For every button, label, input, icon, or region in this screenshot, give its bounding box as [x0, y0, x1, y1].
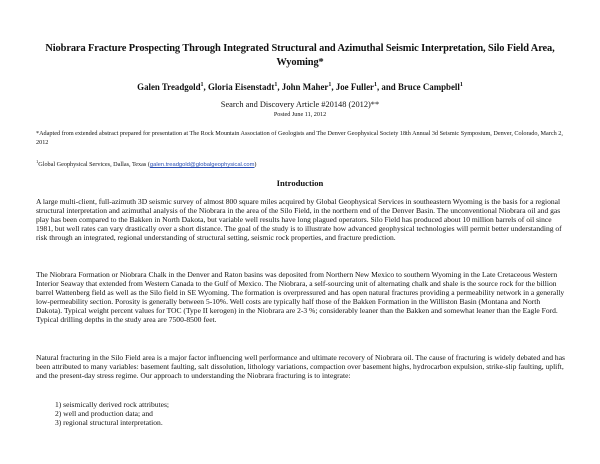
- affiliation-note: $^1$Global Geophysical Services, Dallas, Texas (galen.treadgold@globalgeophysical.com): [36, 159, 257, 169]
- list-item: 2) well and production data; and: [55, 409, 153, 419]
- author: Gloria Eisenstadt$^1$: [207, 81, 278, 92]
- author-list: Galen Treadgold$^1$, Gloria Eisenstadt$^1$, John Maher$^1$, Joe Fuller$^1$, and Bruce Campbell$^1$: [137, 81, 463, 92]
- author: Galen Treadgold$^1$: [137, 81, 204, 92]
- body-paragraph: Natural fracturing in the Silo Field area is a major factor influencing well performance and ultimate recovery of Niobrara oil. The cause of fracturing is widely debated and has been attributed to many variables: basement faulting, salt dissolution, lithology variations, compaction over basement highs, hydrocarbon expulsion, strike-slip faulting, uplift, and the present-day stress regime. Our approach to understanding the Niobrara fracturing is to integrate:: [36, 353, 565, 380]
- body-paragraph: The Niobrara Formation or Niobrara Chalk in the Denver and Raton basins was deposited from Northern New Mexico to southern Wyoming in the Late Cretaceous Western Interior Seaway that extended from Western Canada to the Gulf of Mexico. The Niobrara, a self-sourcing unit of alternating chalk and shale is the source rock for the billion barrel Wattenberg field as well as the Silo field in SE Wyoming. The formation is overpressured and has open natural fractures providing a permeability network in a generally low-permeability section. Porosity is generally between 5-10%. Well costs are typically half those of the Bakken Formation in the Williston Basin (Montana and North Dakota). Typical weight percent values for TOC (Type II kerogen) in the Niobrara are 2-3 %; considerably leaner than the Bakken and somewhat leaner than the Eagle Ford. Typical drilling depths in the study area are 7500-8500 feet.: [36, 270, 565, 324]
- section-heading: Introduction: [276, 178, 324, 188]
- article-reference: Search and Discovery Article #20148 (2012)**: [220, 100, 380, 109]
- author: and Bruce Campbell$^1$: [381, 81, 463, 92]
- posted-date: Posted June 11, 2012: [273, 111, 327, 118]
- body-paragraph: A large multi-client, full-azimuth 3D seismic survey of almost 800 square miles acquired by Global Geophysical Services in southeastern Wyoming is the basis for a regional structural interpretation and azimuthal analysis of the Niobrara in the area of the Silo Field, in the northern end of the Denver Basin. The unconventional Niobrara oil and gas play has been compared to the Bakken in North Dakota, but variable well results have long plagued operators. Silo Field has produced about 10 million barrels of oil since 1981, but well rates can vary drastically over a short distance. The goal of the study is to illustrate how advanced geophysical technologies will permit better understanding of risk through an integrated, regional understanding of structural setting, seismic rock properties, and fracture prediction.: [36, 197, 562, 242]
- author: John Maher$^1$: [281, 81, 332, 92]
- email-link[interactable]: galen.treadgold@globalgeophysical.com: [149, 162, 255, 169]
- adapted-note: *Adapted from extended abstract prepared for presentation at The Rock Mountain Association of Geologists and The Denver Geophysical Society 18th Annual 3d Seismic Symposium, Denver, Colorado, March 2, 2012: [36, 130, 563, 146]
- paper-title: Niobrara Fracture Prospecting Through Integrated Structural and Azimuthal Seismic Interpretation, Silo Field Area, Wyoming*: [45, 43, 555, 68]
- numbered-list: [55, 400, 455, 427]
- list-item: 3) regional structural interpretation.: [55, 418, 163, 428]
- list-item: 1) seismically derived rock attributes;: [55, 400, 170, 409]
- author: Joe Fuller$^1$: [335, 81, 377, 92]
